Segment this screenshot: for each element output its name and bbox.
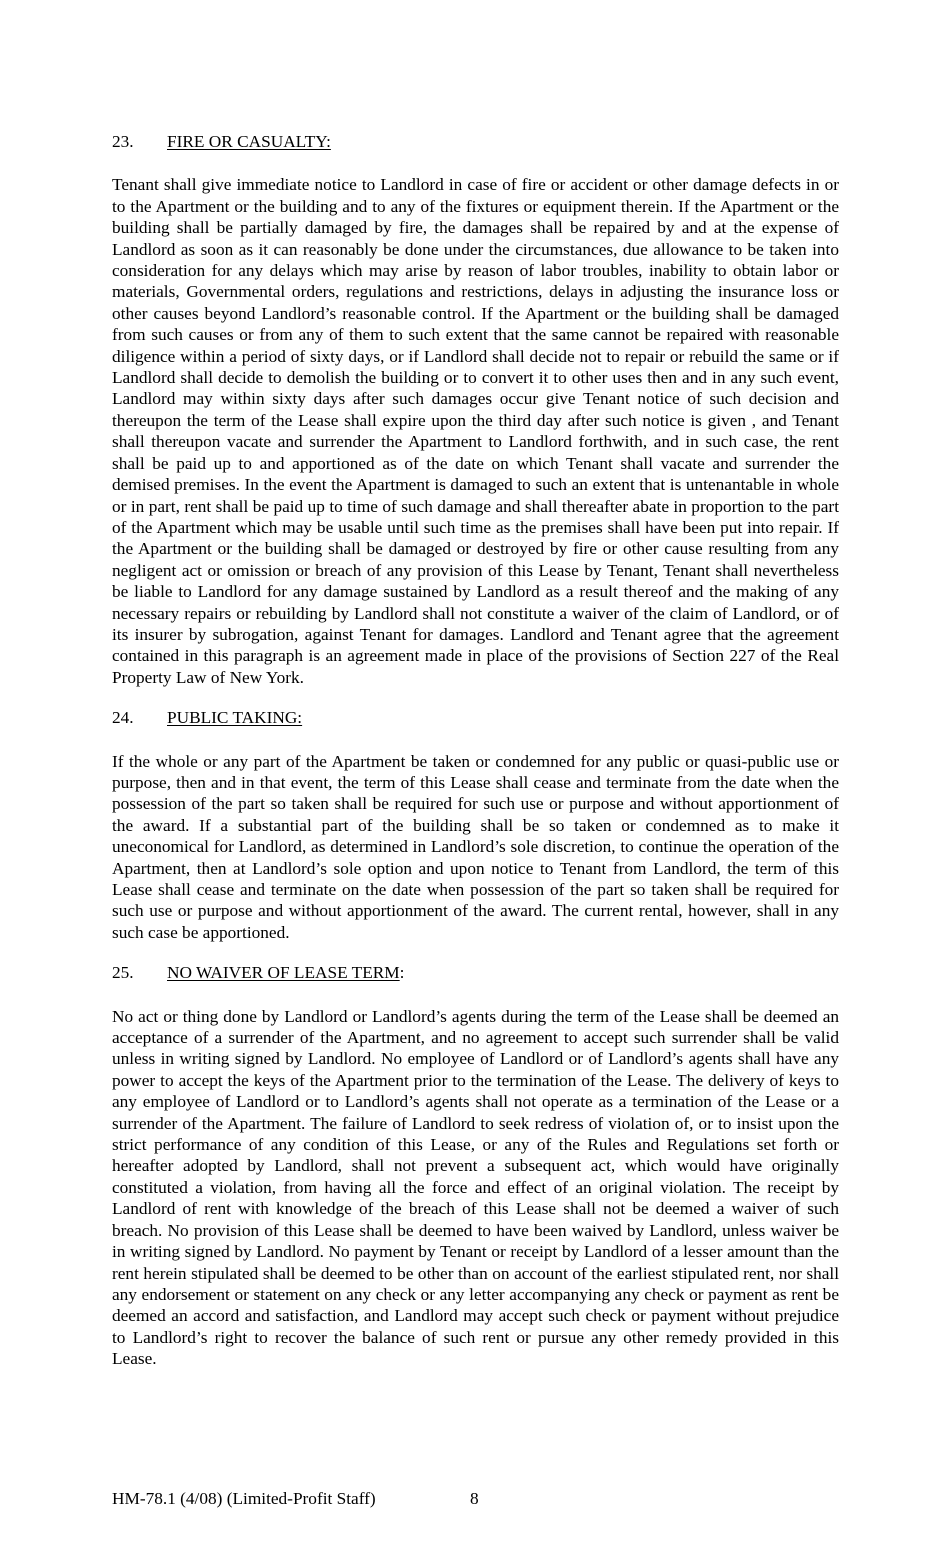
section-title: PUBLIC TAKING:	[167, 708, 303, 728]
section-public-taking	[112, 707, 839, 943]
section-title: FIRE OR CASUALTY:	[167, 132, 331, 151]
section-body: Tenant shall give immediate notice to Landlord in case of fire or accident or other damage defects in or to the Apartment or the building and to any of the fixtures or equipment therein. If the Apartment or the building shall be partially damaged by fire, the damages shall be repaired by and at the expense of Landlord as soon as it can reasonably be done under the circumstances, due allowance to be taken into consideration for any delays which may arise by reason of labor troubles, inability to obtain labor or materials, Governmental orders, regulations and restrictions, delays in adjusting the insurance loss or other causes beyond Landlord’s reasonable control. If the Apartment or the building shall be damaged from such causes or from any of them to such extent that the same cannot be repaired with reasonable diligence within a period of sixty days, or if Landlord shall decide not to repair or rebuild the same or if Landlord shall decide to demolish the building or to convert it to other uses then and in any such event, Landlord may within sixty days after such damages occur give Tenant notice of such decision and thereupon the term of the Lease shall expire upon the third day after such notice is given , and Tenant shall thereupon vacate and surrender the Apartment to Landlord forthwith, and in such case, the rent shall be paid up to and apportioned as of the date on which Tenant shall vacate and surrender the demised premises. In the event the Apartment is damaged to such an extent that is untenantable in whole or in part, rent shall be paid up to time of such damage and shall thereafter abate in proportion to the part of the Apartment which may be usable until such time as the premises shall have been put into repair. If the Apartment or the building shall be damaged or destroyed by fire or other cause resulting from any negligent act or omission or breach of any provision of this Lease by Tenant, Tenant shall nevertheless be liable to Landlord for any damage sustained by Landlord as a result thereof and the making of any necessary repairs or rebuilding by Landlord shall not constitute a waiver of the claim of Landlord, or of its insurer by subrogation, against Tenant for damages. Landlord and Tenant agree that the agreement contained in this paragraph is an agreement made in place of the provisions of Section 227 of the Real Property Law of New York.	[112, 175, 839, 687]
section-body: No act or thing done by Landlord or Landlord’s agents during the term of the Lease shall be deemed an acceptance of a surrender of the Apartment, and no agreement to accept such surrender shall be valid unless in writing signed by Landlord. No employee of Landlord or of Landlord’s agents shall have any power to accept the keys of the Apartment prior to the termination of the Lease. The delivery of keys to any employee of Landlord or to Landlord’s agents shall not operate as a termination of the Lease or a surrender of the Apartment. The failure of Landlord to seek redress of violation of, or to insist upon the strict performance of any condition of this Lease, or any of the Rules and Regulations set forth or hereafter adopted by Landlord, shall not prevent a subsequent act, which would have originally constituted a violation, from having all the force and effect of an original violation. The receipt by Landlord of rent with knowledge of the breach of this Lease shall not be deemed a waiver of such breach. No provision of this Lease shall be deemed to have been waived by Landlord, unless waiver be in writing signed by Landlord. No payment by Tenant or receipt by Landlord of a lesser amount than the rent herein stipulated shall be deemed to be other than on account of the earliest stipulated rent, nor shall any endorsement or statement on any check or any letter accompanying any check or payment as rent be deemed an accord and satisfaction, and Landlord may accept such check or payment without prejudice to Landlord’s right to recover the balance of such rent or pursue any other remedy provided in this Lease.	[112, 1006, 839, 1369]
lease-page	[112, 131, 839, 1389]
section-fire-or-casualty	[112, 131, 839, 688]
form-identifier: HM-78.1 (4/08) (Limited-Profit Staff)	[112, 1489, 376, 1508]
section-heading	[112, 131, 839, 152]
section-number: 23.	[112, 132, 134, 151]
section-number: 24.	[112, 708, 134, 728]
section-no-waiver-of-lease-term	[112, 962, 839, 1369]
section-title-suffix: :	[399, 963, 405, 983]
page-footer	[112, 1488, 479, 1509]
section-title: NO WAIVER OF LEASE TERM	[167, 963, 400, 983]
section-heading	[112, 962, 839, 983]
section-heading	[112, 707, 839, 728]
page-number: 8	[470, 1489, 479, 1508]
section-number: 25.	[112, 963, 134, 983]
section-body: If the whole or any part of the Apartment be taken or condemned for any public or quasi-public use or purpose, then and in that event, the term of this Lease shall cease and terminate from the date when the possession of the part so taken shall be required for such use or purpose and without apportionment of the award. If a substantial part of the building shall be so taken or condemned as to make it uneconomical for Landlord, as determined in Landlord’s sole discretion, to continue the operation of the Apartment, then at Landlord’s sole option and upon notice to Tenant from Landlord, the term of this Lease shall cease and terminate on the date when possession of the part so taken shall be required for such use or purpose and without apportionment of the award. The current rental, however, shall in any such case be apportioned.	[112, 751, 839, 942]
